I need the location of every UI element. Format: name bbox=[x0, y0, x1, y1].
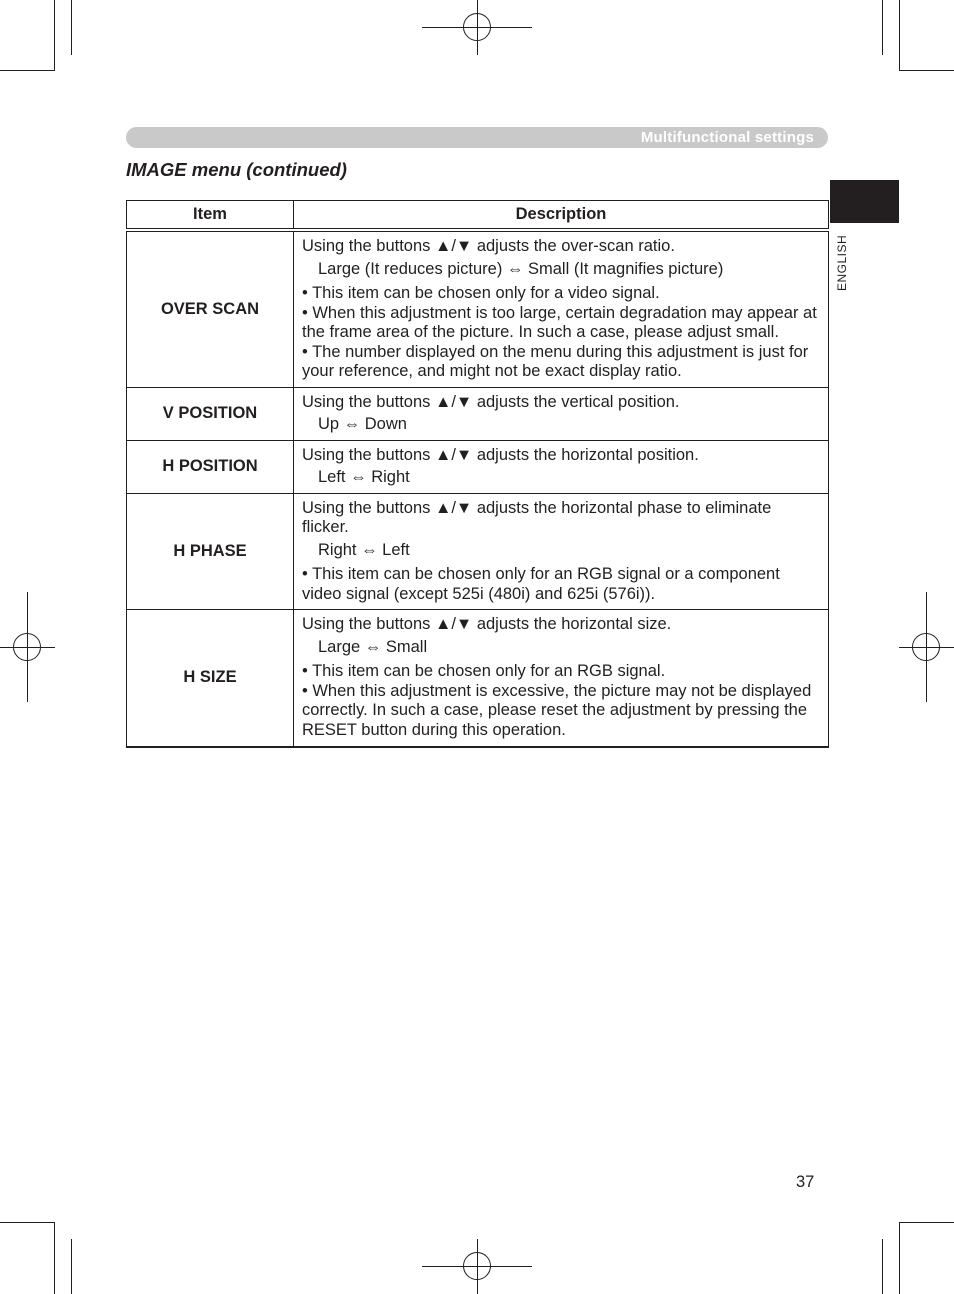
description-note: • When this adjustment is too large, certain degradation may appear at the frame area of the picture. In such a case, please adjust small. bbox=[302, 303, 817, 341]
description-option: Right ⇔ Left bbox=[318, 540, 410, 559]
description-intro: Using the buttons ▲/▼ adjusts the horizontal phase to eliminate flicker. bbox=[302, 498, 772, 536]
item-h-size: H SIZE bbox=[127, 610, 294, 747]
description-h-position bbox=[294, 440, 829, 493]
description-note: • This item can be chosen only for a video signal. bbox=[302, 284, 660, 302]
description-option: Up ⇔ Down bbox=[318, 415, 407, 433]
column-header-item: Item bbox=[127, 201, 294, 231]
column-header-description: Description bbox=[294, 201, 829, 231]
table-row bbox=[127, 230, 829, 387]
page-title: IMAGE menu (continued) bbox=[126, 159, 347, 180]
description-note: • This item can be chosen only for an RGB signal or a component video signal (except 525i (480i) and 625i (576i)). bbox=[302, 565, 780, 603]
table-row bbox=[127, 493, 829, 610]
description-intro: Using the buttons ▲/▼ adjusts the horizontal position. bbox=[302, 445, 699, 464]
image-menu-table bbox=[126, 200, 829, 748]
description-v-position bbox=[294, 387, 829, 440]
description-note: • This item can be chosen only for an RGB signal. bbox=[302, 662, 666, 680]
description-intro: Using the buttons ▲/▼ adjusts the horizontal size. bbox=[302, 615, 672, 633]
description-note: • The number displayed on the menu during this adjustment is just for your reference, and might not be exact display ratio. bbox=[302, 342, 809, 380]
item-v-position: V POSITION bbox=[127, 387, 294, 440]
table-row bbox=[127, 610, 829, 747]
description-intro: Using the buttons ▲/▼ adjusts the vertical position. bbox=[302, 392, 680, 411]
description-h-size bbox=[294, 610, 829, 747]
section-header-text: Multifunctional settings bbox=[640, 129, 814, 146]
item-h-phase: H PHASE bbox=[127, 493, 294, 610]
table-row bbox=[127, 387, 829, 440]
description-option: Large (It reduces picture) ⇔ Small (It magnifies picture) bbox=[318, 259, 724, 278]
description-over-scan bbox=[294, 230, 829, 387]
item-h-position: H POSITION bbox=[127, 440, 294, 493]
language-label: ENGLISH bbox=[835, 234, 849, 291]
page-number: 37 bbox=[796, 1173, 815, 1191]
description-option: Large ⇔ Small bbox=[318, 637, 428, 656]
language-tab bbox=[830, 180, 899, 223]
description-intro: Using the buttons ▲/▼ adjusts the over-scan ratio. bbox=[302, 237, 675, 255]
section-header-bar bbox=[126, 127, 828, 148]
table-row bbox=[127, 440, 829, 493]
item-over-scan: OVER SCAN bbox=[127, 230, 294, 387]
description-h-phase bbox=[294, 493, 829, 610]
description-note: • When this adjustment is excessive, the picture may not be displayed correctly. In such a case, please reset the adjustment by pressing the RESET button during this operation. bbox=[302, 681, 812, 739]
description-option: Left ⇔ Right bbox=[318, 468, 410, 486]
table-header-row bbox=[127, 201, 829, 231]
